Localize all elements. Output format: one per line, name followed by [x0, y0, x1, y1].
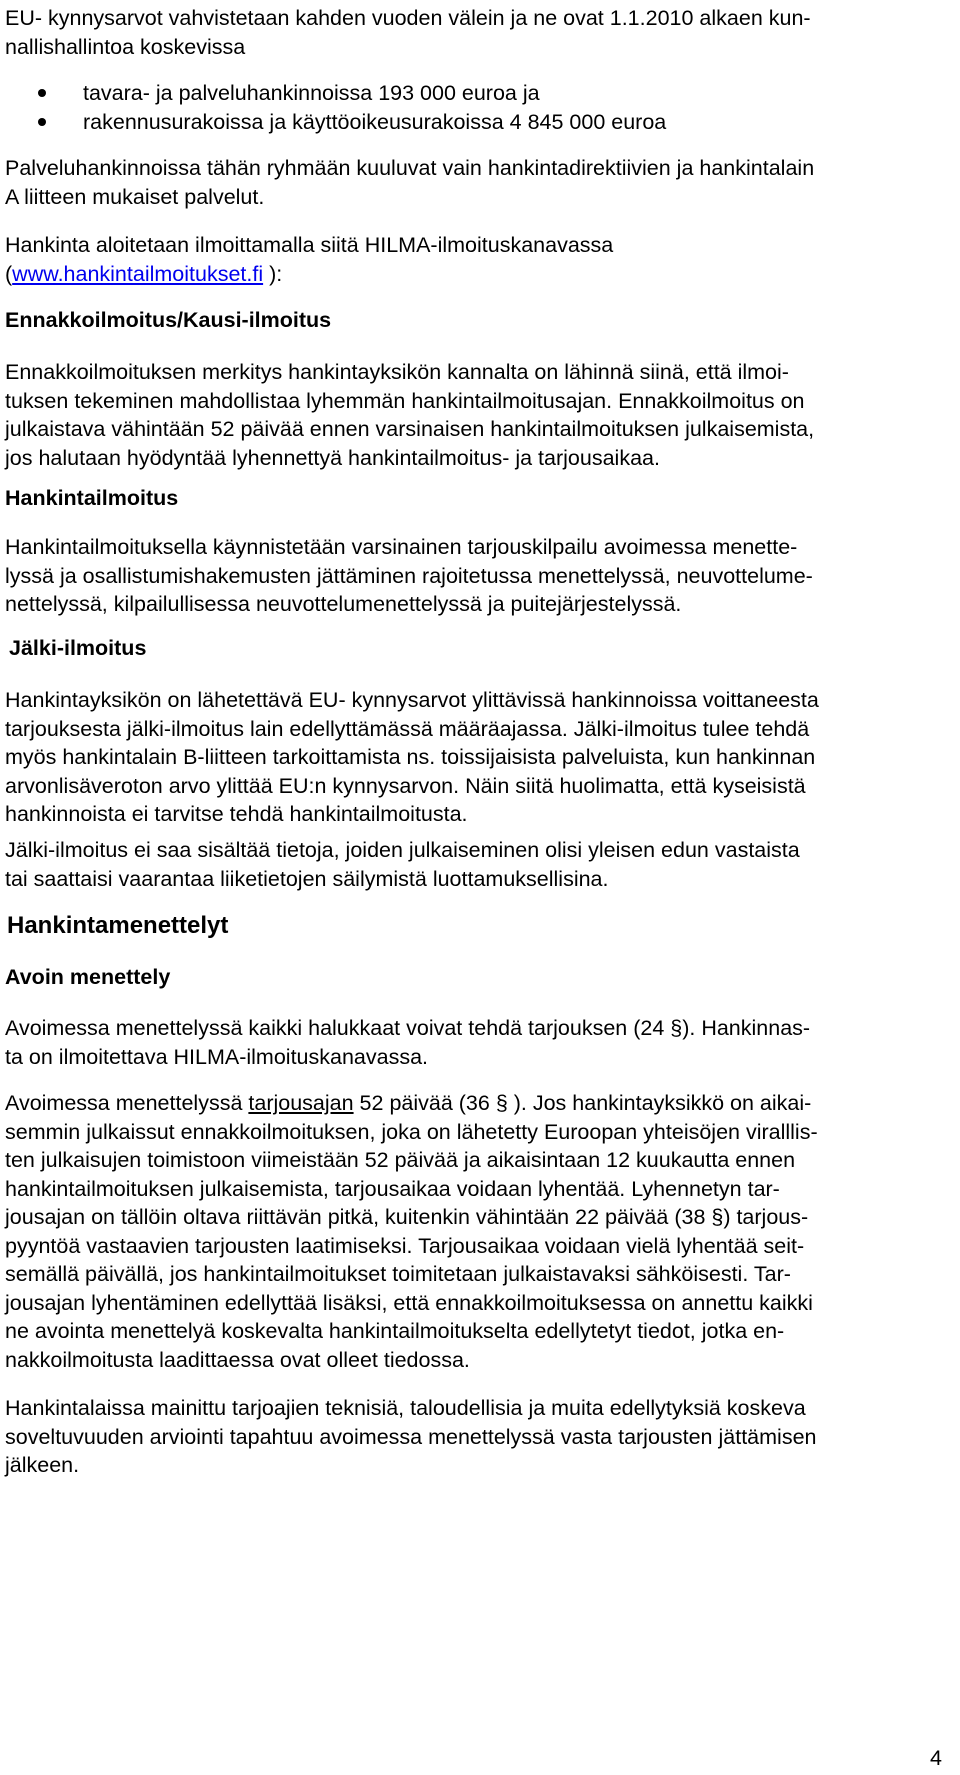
paragraph-line: tai saattaisi vaarantaa liiketietojen säilymistä luottamuksellisina. — [5, 866, 609, 891]
jalki-paragraph-2 — [5, 836, 955, 893]
paragraph-line: Ennakkoilmoituksen merkitys hankintayksikön kannalta on lähinnä siinä, että ilmoi- — [5, 360, 789, 384]
paragraph-line: hankintailmoituksen julkaisemista, tarjousaikaa voidaan lyhentää. Lyhennetyn tar- — [5, 1176, 780, 1201]
paren-text: ( — [5, 261, 13, 286]
paragraph-text: 52 päivää (36 § ). Jos hankintayksikkö on aikai- — [353, 1091, 812, 1115]
avoin-paragraph-2 — [5, 1089, 955, 1374]
services-paragraph — [5, 154, 955, 211]
intro-paragraph — [5, 4, 955, 61]
avoin-paragraph-3 — [5, 1394, 955, 1480]
paragraph-line: myös hankintalain B-liitteen tarkoittamista ns. toissijaisista palveluista, kun hankinnan — [5, 745, 816, 769]
hilma-link[interactable]: www.hankintailmoitukset.fi — [12, 261, 264, 286]
heading-jalki-ilmoitus: Jälki-ilmoitus — [9, 636, 147, 660]
paragraph-line: Hankintailmoituksella käynnistetään varsinainen tarjouskilpailu avoimessa menette- — [5, 535, 798, 559]
paragraph-line: julkaistava vähintään 52 päivää ennen varsinaisen hankintailmoituksen julkaisemista, — [5, 417, 815, 441]
paragraph-line: A liitteen mukaiset palvelut. — [5, 184, 265, 209]
paragraph-line: hankinnoista ei tarvitse tehdä hankintailmoitusta. — [5, 802, 468, 826]
list-item-text: rakennusurakoissa ja käyttöoikeusurakoissa 4 845 000 euroa — [83, 109, 667, 134]
paragraph-line: nettelyssä, kilpailullisessa neuvottelumenettelyssä ja puitejärjestelyssä. — [5, 592, 682, 616]
paragraph-line: soveltuvuuden arviointi tapahtuu avoimessa menettelyssä vasta tarjousten jättämisen — [5, 1424, 817, 1449]
paragraph-line: jousajan on tällöin oltava riittävän pitkä, kuitenkin vähintään 22 päivää (38 §) tarjous- — [5, 1205, 809, 1229]
avoin-paragraph-1 — [5, 1014, 955, 1071]
paragraph-line: Hankintalaissa mainittu tarjoajien teknisiä, taloudellisia ja muita edellytyksiä koskeva — [5, 1396, 806, 1420]
ennakkoilmoitus-paragraph — [5, 358, 955, 472]
paragraph-line: ten julkaisujen toimistoon viimeistään 52 päivää ja aikaisintaan 12 kuukautta ennen — [5, 1148, 796, 1172]
heading-hankintailmoitus: Hankintailmoitus — [5, 486, 179, 510]
paragraph-line: semmin julkaissut ennakkoilmoituksen, joka on lähetetty Euroopan yhteisöjen viralllis- — [5, 1119, 818, 1144]
paragraph-line: tarjouksesta jälki-ilmoitus lain edellyttämässä määräajassa. Jälki-ilmoitus tulee tehdä — [5, 716, 810, 741]
hilma-paragraph — [5, 231, 955, 288]
tarjousaika-term: tarjousajan — [248, 1091, 354, 1115]
paren-text: ): — [263, 261, 283, 286]
paragraph-line: arvonlisäveroton arvo ylittää EU:n kynnysarvon. Näin siitä huolimatta, että kyseisistä — [5, 773, 806, 798]
paragraph-line: Jälki-ilmoitus ei saa sisältää tietoja, joiden julkaiseminen olisi yleisen edun vastaista — [5, 838, 800, 862]
list-item — [0, 108, 960, 137]
bullet-icon — [38, 118, 46, 126]
heading-avoin-menettely: Avoin menettely — [5, 965, 171, 989]
heading-ennakkoilmoitus: Ennakkoilmoitus/Kausi-ilmoitus — [5, 308, 332, 332]
intro-line: EU- kynnysarvot vahvistetaan kahden vuoden välein ja ne ovat 1.1.2010 alkaen kun- — [5, 6, 811, 30]
paragraph-line: pyyntöä vastaavien tarjousten laatimiseksi. Tarjousaikaa voidaan vielä lyhentää seit- — [5, 1233, 805, 1258]
threshold-list — [0, 79, 960, 136]
paragraph-text: Avoimessa menettelyssä — [5, 1091, 249, 1115]
paragraph-line: lyssä ja osallistumishakemusten jättäminen rajoitetussa menettelyssä, neuvottelume- — [5, 563, 813, 588]
paragraph-line: ne avointa menettelyä koskevalta hankintailmoitukselta edellytetyt tiedot, jotka en- — [5, 1319, 785, 1343]
paragraph-line: Hankintayksikön on lähetettävä EU- kynnysarvot ylittävissä hankinnoissa voittaneesta — [5, 688, 819, 712]
paragraph-line: ta on ilmoitettava HILMA-ilmoituskanavassa. — [5, 1044, 429, 1069]
paragraph-line: Palveluhankinnoissa tähän ryhmään kuuluvat vain hankintadirektiivien ja hankintalain — [5, 156, 815, 180]
list-item-text: tavara- ja palveluhankinnoissa 193 000 euroa ja — [83, 81, 540, 105]
list-item — [0, 79, 960, 108]
paragraph-line: nakkoilmoitusta laadittaessa ovat olleet tiedossa. — [5, 1347, 470, 1372]
intro-line: nallishallintoa koskevissa — [5, 34, 246, 59]
paragraph-line: jälkeen. — [5, 1453, 80, 1477]
heading-hankintamenettelyt: Hankintamenettelyt — [7, 912, 229, 939]
page-number: 4 — [930, 1746, 942, 1770]
paragraph-line: Hankinta aloitetaan ilmoittamalla siitä HILMA-ilmoituskanavassa — [5, 233, 614, 257]
paragraph-line: Avoimessa menettelyssä kaikki halukkaat voivat tehdä tarjouksen (24 §). Hankinnas- — [5, 1016, 811, 1040]
paragraph-line: tuksen tekeminen mahdollistaa lyhemmän hankintailmoitusajan. Ennakkoilmoitus on — [5, 388, 805, 413]
hankintailmoitus-paragraph — [5, 533, 955, 619]
paragraph-line: jousajan lyhentäminen edellyttää lisäksi, että ennakkoilmoituksessa on annettu kaikki — [5, 1290, 813, 1315]
jalki-paragraph-1 — [5, 686, 955, 829]
paragraph-line: jos halutaan hyödyntää lyhennettyä hankintailmoitus- ja tarjousaikaa. — [5, 445, 660, 470]
bullet-icon — [38, 89, 46, 97]
paragraph-line: semällä päivällä, jos hankintailmoitukset toimitetaan julkaistavaksi sähköisesti. Tar- — [5, 1262, 791, 1286]
